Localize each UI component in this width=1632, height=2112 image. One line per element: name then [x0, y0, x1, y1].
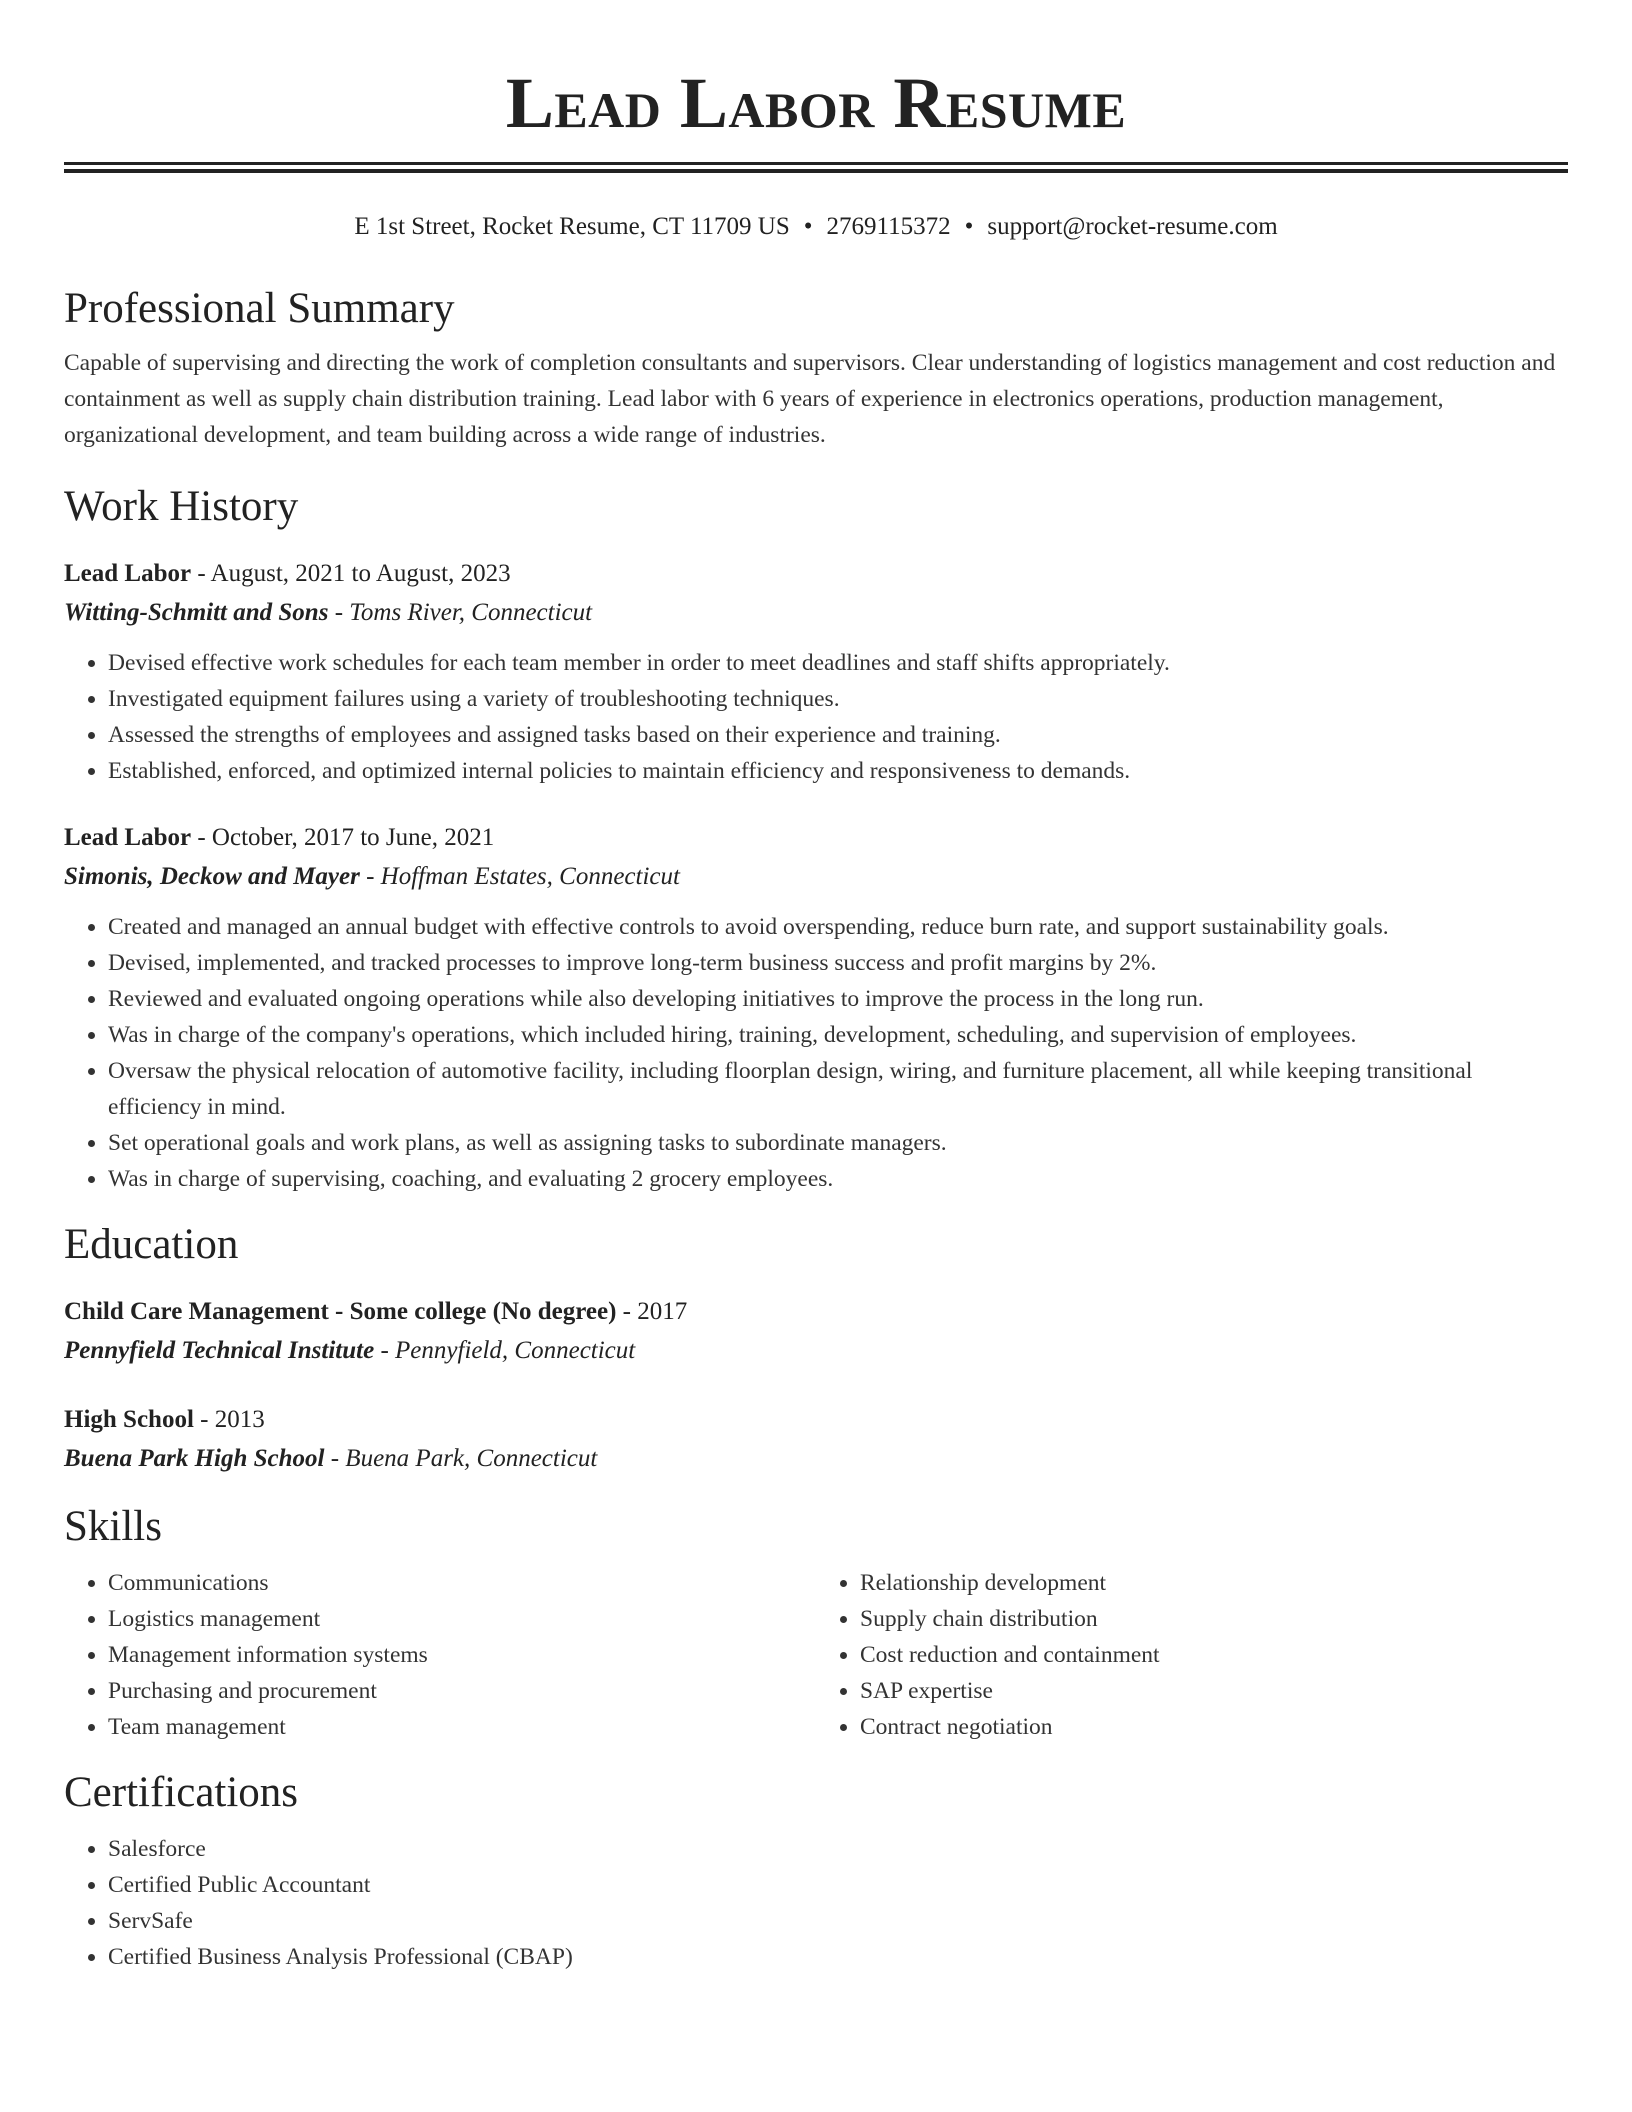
education-school: Pennyfield Technical Institute: [64, 1337, 375, 1364]
list-item: • Salesforce: [108, 1831, 1568, 1867]
list-item: • Cost reduction and containment: [860, 1637, 1568, 1673]
certifications-section: [64, 1767, 1568, 1975]
job-duties-list: [64, 645, 1568, 789]
list-item: • Management information systems: [108, 1637, 816, 1673]
list-item: • Created and managed an annual budget with effective controls to avoid overspending, reduce burn rate, and support sustainability goals.: [108, 909, 1568, 945]
list-item: • Reviewed and evaluated ongoing operations while also developing initiatives to improve the process in the long run.: [108, 981, 1568, 1017]
list-item: • Relationship development: [860, 1565, 1568, 1601]
job-company-line: [64, 857, 1568, 897]
education-section: [64, 1219, 1568, 1479]
education-year: - 2013: [193, 1406, 265, 1433]
education-location: - Pennyfield, Connecticut: [374, 1337, 636, 1364]
work-history-section: [64, 481, 1568, 1197]
list-item: • Certified Public Accountant: [108, 1867, 1568, 1903]
list-item: • Set operational goals and work plans, as well as assigning tasks to subordinate managers.: [108, 1125, 1568, 1161]
contact-separator: •: [803, 213, 813, 240]
page-title: Lead Labor Resume: [505, 63, 1127, 143]
job-company: Simonis, Deckow and Mayer: [64, 863, 360, 890]
job-title-line: [64, 819, 1568, 857]
list-item: • Certified Business Analysis Professional (CBAP): [108, 1939, 1568, 1975]
skills-list-left: [64, 1565, 816, 1745]
job-company: Witting-Schmitt and Sons: [64, 599, 329, 626]
job-title: Lead Labor: [64, 560, 192, 587]
summary-heading: Professional Summary: [64, 285, 455, 332]
job-dates: - August, 2021 to August, 2023: [191, 560, 511, 587]
list-item: • SAP expertise: [860, 1673, 1568, 1709]
education-degree: Child Care Management - Some college (No degree): [64, 1298, 617, 1325]
list-item: • Oversaw the physical relocation of automotive facility, including floorplan design, wiring, and furniture placement, all while keeping transitional efficiency in mind.: [108, 1053, 1568, 1125]
list-item: • Investigated equipment failures using a variety of troubleshooting techniques.: [108, 681, 1568, 717]
contact-separator: •: [964, 213, 974, 240]
skills-heading: Skills: [64, 1503, 162, 1550]
title-divider: [64, 162, 1568, 173]
list-item: • Team management: [108, 1709, 816, 1745]
list-item: • Devised effective work schedules for each team member in order to meet deadlines and staff shifts appropriately.: [108, 645, 1568, 681]
job-duties-list: [64, 909, 1568, 1197]
list-item: • Devised, implemented, and tracked processes to improve long-term business success and profit margins by 2%.: [108, 945, 1568, 981]
contact-line: [64, 211, 1568, 243]
education-degree: High School: [64, 1406, 194, 1433]
contact-phone: 2769115372: [826, 213, 951, 240]
summary-section: [64, 283, 1568, 453]
contact-email: support@rocket-resume.com: [987, 213, 1278, 240]
job-dates: - October, 2017 to June, 2021: [191, 824, 495, 851]
job-location: - Toms River, Connecticut: [328, 599, 593, 626]
list-item: • Contract negotiation: [860, 1709, 1568, 1745]
job-company-line: [64, 593, 1568, 633]
work-history-heading: Work History: [64, 483, 299, 530]
job-entry: [64, 819, 1568, 1197]
list-item: • ServSafe: [108, 1903, 1568, 1939]
certifications-heading: Certifications: [64, 1769, 299, 1816]
education-location: - Buena Park, Connecticut: [324, 1445, 598, 1472]
list-item: • Assessed the strengths of employees and assigned tasks based on their experience and training.: [108, 717, 1568, 753]
education-school: Buena Park High School: [64, 1445, 325, 1472]
skills-grid: [64, 1565, 1568, 1745]
list-item: • Logistics management: [108, 1601, 816, 1637]
education-entry: [64, 1293, 1568, 1371]
education-year: - 2017: [616, 1298, 688, 1325]
education-heading: Education: [64, 1221, 239, 1268]
list-item: • Was in charge of supervising, coaching, and evaluating 2 grocery employees.: [108, 1161, 1568, 1197]
job-entry: [64, 555, 1568, 789]
education-degree-line: [64, 1293, 1568, 1331]
list-item: • Was in charge of the company's operations, which included hiring, training, development, scheduling, and supervision of employees.: [108, 1017, 1568, 1053]
list-item: • Purchasing and procurement: [108, 1673, 816, 1709]
education-school-line: [64, 1331, 1568, 1371]
list-item: • Supply chain distribution: [860, 1601, 1568, 1637]
job-location: - Hoffman Estates, Connecticut: [359, 863, 680, 890]
summary-text: Capable of supervising and directing the work of completion consultants and supervisors. Clear understanding of logistics management and cost reduction and containment as well as supply chain distribution training. Lead labor with 6 years of experience in electronics operations, production management, organizational development, and team building across a wide range of industries.: [64, 350, 1556, 448]
contact-address: E 1st Street, Rocket Resume, CT 11709 US: [354, 213, 790, 240]
skills-section: [64, 1501, 1568, 1745]
education-entry: [64, 1401, 1568, 1479]
education-degree-line: [64, 1401, 1568, 1439]
list-item: • Established, enforced, and optimized internal policies to maintain efficiency and responsiveness to demands.: [108, 753, 1568, 789]
list-item: • Communications: [108, 1565, 816, 1601]
certifications-list: [64, 1831, 1568, 1975]
education-school-line: [64, 1439, 1568, 1479]
skills-list-right: [816, 1565, 1568, 1745]
job-title-line: [64, 555, 1568, 593]
job-title: Lead Labor: [64, 824, 192, 851]
